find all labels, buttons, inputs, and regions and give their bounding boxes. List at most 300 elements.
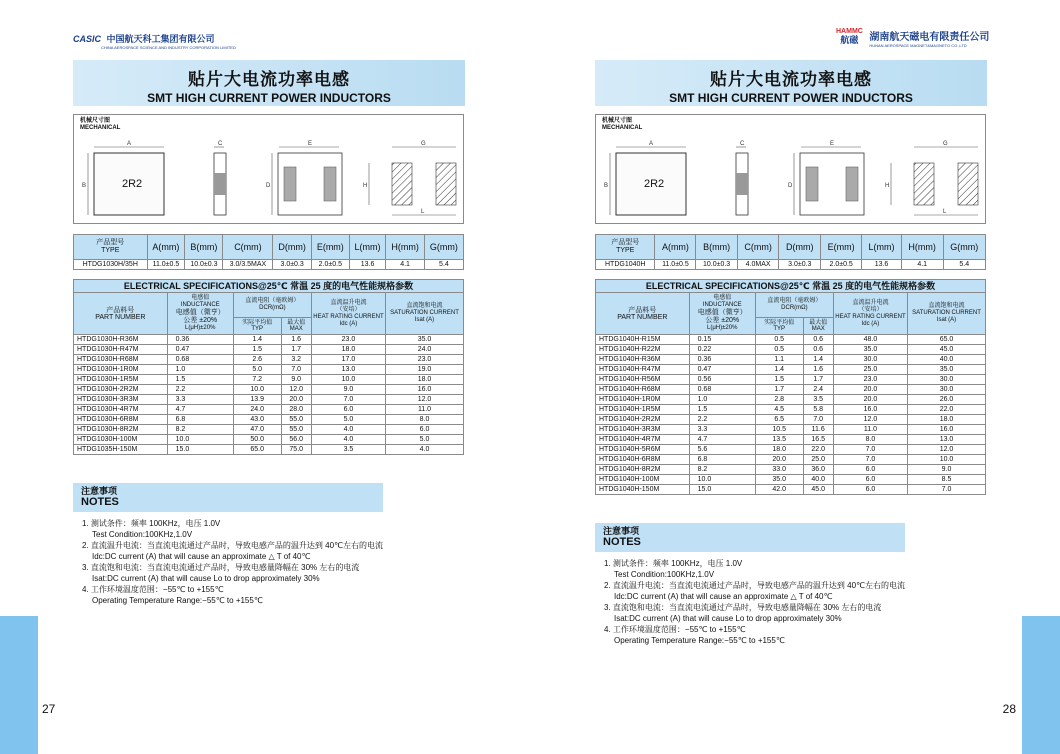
spec-cell: 10.0 xyxy=(908,455,986,465)
spec-cell: 7.0 xyxy=(833,455,907,465)
spec-cell: HTDG1040H-R36M xyxy=(596,355,690,365)
spec-cell: HTDG1030H-4R7M xyxy=(74,405,168,415)
spec-cell: 8.0 xyxy=(386,415,464,425)
idc-en: HEAT RATING CURRENT xyxy=(835,313,906,320)
spec-row xyxy=(74,445,464,455)
max-header xyxy=(803,317,833,334)
note-line: 2. 直流温升电流：当直流电流通过产品时，导致电感产品的温升达到 40℃左右的电流 xyxy=(82,541,383,550)
spec-caption: ELECTRICAL SPECIFICATIONS@25℃ 常温 25 度的电气性能规格参数 xyxy=(596,280,986,293)
idc-unit: Idc (A) xyxy=(339,320,358,327)
spec-row xyxy=(596,435,986,445)
spec-row xyxy=(596,415,986,425)
mechanical-label-cn: 机械尺寸图 xyxy=(602,118,633,124)
spec-cell: 10.5 xyxy=(755,425,803,435)
dimension-cell: 3.0±0.3 xyxy=(273,260,311,270)
casic-mark: CASIC xyxy=(73,34,102,44)
spec-cell: 4.5 xyxy=(755,405,803,415)
electrical-spec-table xyxy=(73,279,464,455)
spec-cell: 35.0 xyxy=(755,475,803,485)
dimension-header: B(mm) xyxy=(696,235,737,260)
dimension-header: A(mm) xyxy=(655,235,696,260)
spec-cell: 11.6 xyxy=(803,425,833,435)
spec-cell: 2.8 xyxy=(755,395,803,405)
isat-header xyxy=(908,293,986,335)
notes-title-en: NOTES xyxy=(81,496,119,508)
idc-cn: 直流温升电流 xyxy=(852,299,889,306)
dcr-en: DCR(mΩ) xyxy=(781,304,808,311)
spec-cell: 45.0 xyxy=(908,345,986,355)
spec-cell: 15.0 xyxy=(167,445,233,455)
inductance-header xyxy=(167,293,233,335)
spec-cell: 35.0 xyxy=(908,365,986,375)
mechanical-drawing xyxy=(73,114,464,224)
idc-en: HEAT RATING CURRENT xyxy=(313,313,384,320)
spec-cell: 47.0 xyxy=(233,425,281,435)
dimension-cell: 3.0/3.5MAX xyxy=(223,260,273,270)
spec-cell: HTDG1035H-150M xyxy=(74,445,168,455)
spec-cell: 55.0 xyxy=(281,415,311,425)
spec-row xyxy=(596,365,986,375)
note-line: 1. 测试条件：频率 100KHz，电压 1.0V xyxy=(604,559,743,568)
spec-cell: 23.0 xyxy=(311,335,385,345)
spec-cell: 9.0 xyxy=(281,375,311,385)
spec-cell: 23.0 xyxy=(386,355,464,365)
dim-a: A xyxy=(649,141,654,147)
spec-cell: 7.0 xyxy=(281,365,311,375)
note-line: Operating Temperature Range:−55℃ to +155℃ xyxy=(614,636,785,645)
hammc-mark-cn: 航磁 xyxy=(840,35,859,45)
spec-row xyxy=(74,365,464,375)
spec-cell: HTDG1030H-3R3M xyxy=(74,395,168,405)
spec-cell: 1.7 xyxy=(803,375,833,385)
mechanical-label-cn: 机械尺寸图 xyxy=(80,118,111,124)
note-line: 3. 直流饱和电流：当直流电流通过产品时，导致电感量降幅在 30% 左右的电流 xyxy=(82,563,360,572)
dim-d: D xyxy=(788,183,793,189)
company-name-en: HUNAN AEROSPACE MAGNET&MAGNETO CO.,LTD xyxy=(869,43,967,48)
dim-c: C xyxy=(218,141,223,147)
dcr-header xyxy=(755,293,833,318)
spec-cell: 6.8 xyxy=(167,415,233,425)
bottom-view-pad-right xyxy=(846,167,858,201)
company-name-en: CHINA AEROSPACE SCIENCE AND INDUSTRY CORPORATION LIMITED xyxy=(101,45,236,50)
spec-cell: 40.0 xyxy=(908,355,986,365)
spec-cell: 10.0 xyxy=(233,385,281,395)
title-banner xyxy=(73,60,465,106)
type-header-cn: 产品型号 xyxy=(611,239,640,246)
spec-cell: 12.0 xyxy=(833,415,907,425)
spec-cell: HTDG1030H-R36M xyxy=(74,335,168,345)
spec-cell: 8.2 xyxy=(167,425,233,435)
dimension-table xyxy=(595,234,986,270)
part-marking: 2R2 xyxy=(122,178,143,190)
spec-cell: 2.6 xyxy=(233,355,281,365)
spec-cell: 43.0 xyxy=(233,415,281,425)
spec-cell: HTDG1040H-1R0M xyxy=(596,395,690,405)
spec-cell: 33.0 xyxy=(755,465,803,475)
typ-header xyxy=(233,317,281,334)
spec-cell: 1.6 xyxy=(803,365,833,375)
spec-row xyxy=(74,435,464,445)
part-number-header xyxy=(74,293,168,335)
spec-row xyxy=(596,455,986,465)
mechanical-label-en: MECHANICAL xyxy=(80,125,121,131)
dimension-cell: 11.0±0.5 xyxy=(655,260,696,270)
spec-cell: 5.8 xyxy=(803,405,833,415)
spec-cell: 24.0 xyxy=(386,345,464,355)
company-name: 湖南航天磁电有限责任公司 xyxy=(869,32,990,43)
spec-cell: 6.5 xyxy=(755,415,803,425)
mechanical-drawing xyxy=(595,114,986,224)
max-cn: 最大值 xyxy=(809,319,828,326)
spec-cell: 40.0 xyxy=(803,475,833,485)
spec-row xyxy=(74,355,464,365)
spec-cell: 17.0 xyxy=(311,355,385,365)
spec-cell: 13.0 xyxy=(311,365,385,375)
spec-cell: 0.6 xyxy=(803,345,833,355)
dim-e: E xyxy=(830,141,835,147)
pn-cn: 产品料号 xyxy=(628,306,657,314)
dim-b: B xyxy=(604,183,609,189)
note-line: 4. 工作环境温度范围：−55℃ to +155℃ xyxy=(604,625,746,634)
spec-caption: ELECTRICAL SPECIFICATIONS@25℃ 常温 25 度的电气性能规格参数 xyxy=(74,280,464,293)
type-header-cn: 产品型号 xyxy=(96,239,125,246)
page-number: 27 xyxy=(42,702,56,716)
mechanical-svg xyxy=(74,115,465,225)
note-line: 1. 测试条件：频率 100KHz，电压 1.0V xyxy=(82,519,221,528)
spec-cell: 1.7 xyxy=(755,385,803,395)
idc-cn2: （安培） xyxy=(858,306,883,313)
part-marking: 2R2 xyxy=(644,178,665,190)
spec-cell: 8.5 xyxy=(908,475,986,485)
ind-unit: L(μH)±20% xyxy=(185,325,216,331)
spec-cell: HTDG1040H-4R7M xyxy=(596,435,690,445)
bottom-view-pad-left xyxy=(284,167,296,201)
spec-cell: HTDG1030H-R68M xyxy=(74,355,168,365)
spec-cell: 6.8 xyxy=(689,455,755,465)
spec-cell: HTDG1040H-1R5M xyxy=(596,405,690,415)
hammc-mark-en: HAMMC xyxy=(836,28,863,35)
spec-cell: 1.1 xyxy=(755,355,803,365)
dcr-cn: 直流电阻（毫欧姆） xyxy=(767,297,822,304)
note-line: 3. 直流饱和电流：当直流电流通过产品时，导致电感量降幅在 30% 左右的电流 xyxy=(604,603,882,612)
spec-cell: 5.0 xyxy=(233,365,281,375)
spec-cell: 3.5 xyxy=(311,445,385,455)
isat-unit: Isat (A) xyxy=(414,317,435,323)
bottom-view-pad-right xyxy=(324,167,336,201)
ind-tol: 公差 ±20% xyxy=(183,317,218,324)
title-cn: 贴片大电流功率电感 xyxy=(710,70,872,90)
dimension-header: C(mm) xyxy=(737,235,779,260)
spec-cell: 9.0 xyxy=(908,465,986,475)
spec-cell: HTDG1040H-R56M xyxy=(596,375,690,385)
spec-cell: 12.0 xyxy=(386,395,464,405)
spec-cell: 10.0 xyxy=(167,435,233,445)
spec-cell: HTDG1030H-8R2M xyxy=(74,425,168,435)
spec-row xyxy=(596,405,986,415)
spec-cell: HTDG1040H-3R3M xyxy=(596,425,690,435)
ind-cn2: 电感值（微亨） xyxy=(697,309,747,316)
spec-cell: 65.0 xyxy=(908,335,986,345)
spec-cell: 0.68 xyxy=(167,355,233,365)
spec-cell: 7.0 xyxy=(908,485,986,495)
spec-row xyxy=(596,425,986,435)
title-cn: 贴片大电流功率电感 xyxy=(188,70,350,90)
notes-title-en: NOTES xyxy=(603,536,641,548)
spec-cell: 15.0 xyxy=(689,485,755,495)
spec-cell: 6.0 xyxy=(833,485,907,495)
note-line: Idc:DC current (A) that will cause an approximate △ T of 40℃ xyxy=(614,592,833,601)
spec-cell: 0.6 xyxy=(803,335,833,345)
note-line: Operating Temperature Range:−55℃ to +155℃ xyxy=(92,596,263,605)
spec-row xyxy=(596,485,986,495)
title-en: SMT HIGH CURRENT POWER INDUCTORS xyxy=(147,91,391,105)
ind-unit: L(μH)±20% xyxy=(707,325,738,331)
spec-cell: 5.0 xyxy=(386,435,464,445)
dimension-table-header xyxy=(74,235,464,260)
company-name: 中国航天科工集团有限公司 xyxy=(106,34,215,44)
dim-b: B xyxy=(82,183,87,189)
spec-cell: 3.5 xyxy=(803,395,833,405)
spec-row xyxy=(596,375,986,385)
spec-row xyxy=(74,425,464,435)
electrical-spec-table xyxy=(595,279,986,495)
side-view-terminal xyxy=(214,173,226,195)
pn-en: PART NUMBER xyxy=(95,313,146,321)
title-banner xyxy=(595,60,987,106)
dimension-cell: 3.0±0.3 xyxy=(779,260,821,270)
spec-cell: 0.36 xyxy=(689,355,755,365)
spec-cell: 0.47 xyxy=(167,345,233,355)
notes-list xyxy=(604,558,1024,646)
spec-cell: HTDG1040H-6R8M xyxy=(596,455,690,465)
note-line: Isat:DC current (A) that will cause Lo to drop approximately 30% xyxy=(92,574,320,583)
notes-title-cn: 注意事项 xyxy=(81,486,118,496)
notes-banner xyxy=(73,483,383,512)
spec-row xyxy=(74,345,464,355)
spec-cell: 18.0 xyxy=(311,345,385,355)
spec-cell: 1.5 xyxy=(167,375,233,385)
spec-cell: 48.0 xyxy=(833,335,907,345)
spec-cell: 0.68 xyxy=(689,385,755,395)
pad-layout-right xyxy=(958,163,978,205)
dimension-cell: 10.0±0.3 xyxy=(185,260,223,270)
dimension-row xyxy=(596,260,986,270)
spec-cell: 1.0 xyxy=(167,365,233,375)
spec-cell: 1.4 xyxy=(803,355,833,365)
spec-cell: 25.0 xyxy=(833,365,907,375)
dimension-cell: HTDG1040H xyxy=(596,260,655,270)
spec-cell: 7.0 xyxy=(311,395,385,405)
dimension-cell: 5.4 xyxy=(424,260,463,270)
dim-g: G xyxy=(421,141,426,147)
dimension-cell: 5.4 xyxy=(943,260,985,270)
spec-cell: 23.0 xyxy=(833,375,907,385)
spec-cell: 10.0 xyxy=(311,375,385,385)
notes-title-cn: 注意事项 xyxy=(603,526,640,536)
dimension-header: H(mm) xyxy=(386,235,424,260)
spec-cell: 20.0 xyxy=(281,395,311,405)
typ-cn: 实际平均值 xyxy=(242,319,273,326)
spec-cell: 4.0 xyxy=(311,435,385,445)
dimension-row xyxy=(74,260,464,270)
spec-cell: 55.0 xyxy=(281,425,311,435)
type-header xyxy=(596,235,655,260)
spec-row xyxy=(74,415,464,425)
dim-h: H xyxy=(885,183,890,189)
spec-cell: 13.9 xyxy=(233,395,281,405)
type-header-en: TYPE xyxy=(101,247,120,254)
dim-g: G xyxy=(943,141,948,147)
typ-header xyxy=(755,317,803,334)
hammc-names xyxy=(869,28,989,48)
spec-cell: HTDG1040H-150M xyxy=(596,485,690,495)
spec-cell: 16.0 xyxy=(908,425,986,435)
type-header xyxy=(74,235,148,260)
spec-cell: 0.5 xyxy=(755,345,803,355)
spec-row xyxy=(596,465,986,475)
spec-cell: 1.5 xyxy=(689,405,755,415)
part-number-header xyxy=(596,293,690,335)
spec-cell: 65.0 xyxy=(233,445,281,455)
idc-header xyxy=(311,293,385,335)
side-bar xyxy=(1022,616,1060,754)
spec-cell: 20.0 xyxy=(833,385,907,395)
ind-tol: 公差 ±20% xyxy=(705,317,740,324)
dimension-header: H(mm) xyxy=(901,235,943,260)
spec-cell: 7.0 xyxy=(833,445,907,455)
ind-en: INDUCTANCE xyxy=(180,302,220,308)
dimension-header: G(mm) xyxy=(424,235,463,260)
pn-en: PART NUMBER xyxy=(617,313,668,321)
bottom-view-pad-left xyxy=(806,167,818,201)
spec-cell: 20.0 xyxy=(755,455,803,465)
dim-l: L xyxy=(943,209,947,215)
note-line: Idc:DC current (A) that will cause an approximate △ T of 40℃ xyxy=(92,552,311,561)
spec-cell: HTDG1040H-8R2M xyxy=(596,465,690,475)
spec-cell: HTDG1040H-R47M xyxy=(596,365,690,375)
inductance-header xyxy=(689,293,755,335)
ind-cn2: 电感值（微亨） xyxy=(175,309,225,316)
spec-cell: 25.0 xyxy=(803,455,833,465)
spec-row xyxy=(596,355,986,365)
spec-row xyxy=(74,385,464,395)
spec-cell: HTDG1030H-1R5M xyxy=(74,375,168,385)
spec-cell: 3.2 xyxy=(281,355,311,365)
notes-banner xyxy=(595,523,905,552)
spec-cell: 0.36 xyxy=(167,335,233,345)
spec-cell: 8.0 xyxy=(833,435,907,445)
spec-cell: 6.0 xyxy=(833,475,907,485)
max-cn: 最大值 xyxy=(287,319,306,326)
spec-row xyxy=(596,395,986,405)
spec-cell: 42.0 xyxy=(755,485,803,495)
spec-cell: HTDG1040H-2R2M xyxy=(596,415,690,425)
ind-cn: 电感值 xyxy=(713,295,732,301)
page-number: 28 xyxy=(1002,702,1016,716)
spec-row xyxy=(596,385,986,395)
spec-cell: 5.6 xyxy=(689,445,755,455)
spec-cell: 6.0 xyxy=(386,425,464,435)
dimension-header: B(mm) xyxy=(185,235,223,260)
spec-cell: 16.0 xyxy=(386,385,464,395)
spec-cell: HTDG1030H-1R0M xyxy=(74,365,168,375)
spec-row xyxy=(596,345,986,355)
mechanical-svg xyxy=(596,115,987,225)
max-header xyxy=(281,317,311,334)
dim-a: A xyxy=(127,141,132,147)
dim-d: D xyxy=(266,183,271,189)
company-logo xyxy=(836,28,989,48)
dimension-cell: 11.0±0.5 xyxy=(147,260,185,270)
spec-cell: 20.0 xyxy=(833,395,907,405)
spec-cell: 2.2 xyxy=(167,385,233,395)
spec-cell: 0.47 xyxy=(689,365,755,375)
dim-h: H xyxy=(363,183,368,189)
dimension-cell: 13.6 xyxy=(349,260,386,270)
spec-cell: 10.0 xyxy=(689,475,755,485)
pad-layout-right xyxy=(436,163,456,205)
type-header-en: TYPE xyxy=(616,247,635,254)
idc-header xyxy=(833,293,907,335)
spec-cell: HTDG1040H-R15M xyxy=(596,335,690,345)
spec-cell: 0.5 xyxy=(755,335,803,345)
pad-layout-left xyxy=(914,163,934,205)
spec-cell: 0.22 xyxy=(689,345,755,355)
page-right xyxy=(530,0,1060,754)
spec-cell: 4.7 xyxy=(689,435,755,445)
idc-cn: 直流温升电流 xyxy=(330,299,367,306)
dcr-header xyxy=(233,293,311,318)
spec-row xyxy=(74,395,464,405)
isat-header xyxy=(386,293,464,335)
spec-cell: 7.2 xyxy=(233,375,281,385)
spec-cell: 75.0 xyxy=(281,445,311,455)
spec-cell: 35.0 xyxy=(833,345,907,355)
spec-cell: HTDG1030H-R47M xyxy=(74,345,168,355)
spec-cell: 6.0 xyxy=(311,405,385,415)
dimension-header: D(mm) xyxy=(273,235,311,260)
spec-cell: 19.0 xyxy=(386,365,464,375)
dimension-cell: 2.0±0.5 xyxy=(311,260,349,270)
spec-cell: 3.3 xyxy=(689,425,755,435)
spec-cell: 22.0 xyxy=(803,445,833,455)
note-line: 2. 直流温升电流：当直流电流通过产品时，导致电感产品的温升达到 40℃左右的电流 xyxy=(604,581,905,590)
dimension-header: A(mm) xyxy=(147,235,185,260)
dimension-header: G(mm) xyxy=(943,235,985,260)
spec-cell: 9.0 xyxy=(311,385,385,395)
notes-list xyxy=(82,518,502,606)
spec-cell: 4.0 xyxy=(311,425,385,435)
company-logo xyxy=(73,32,236,50)
dim-l: L xyxy=(421,209,425,215)
spec-cell: 0.15 xyxy=(689,335,755,345)
dimension-header: L(mm) xyxy=(349,235,386,260)
pn-cn: 产品料号 xyxy=(106,306,135,314)
spec-cell: 1.4 xyxy=(755,365,803,375)
spec-cell: HTDG1030H-100M xyxy=(74,435,168,445)
dimension-header: E(mm) xyxy=(821,235,862,260)
dimension-table xyxy=(73,234,464,270)
title-en: SMT HIGH CURRENT POWER INDUCTORS xyxy=(669,91,913,105)
spec-cell: 26.0 xyxy=(908,395,986,405)
hammc-mark xyxy=(836,28,863,46)
spec-cell: 24.0 xyxy=(233,405,281,415)
spec-cell: 12.0 xyxy=(908,445,986,455)
spec-cell: 13.0 xyxy=(908,435,986,445)
spec-cell: 2.2 xyxy=(689,415,755,425)
idc-cn2: （安培） xyxy=(336,306,361,313)
max-en: MAX xyxy=(289,325,303,332)
